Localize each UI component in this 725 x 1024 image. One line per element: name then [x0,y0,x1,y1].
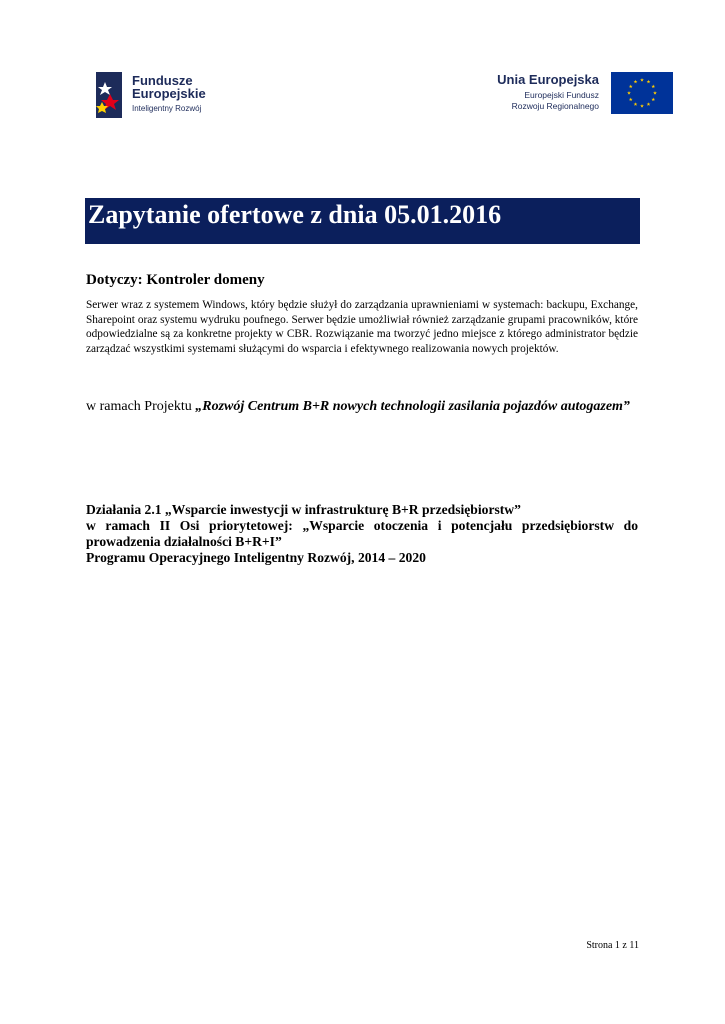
project-prefix: w ramach Projektu [86,399,196,414]
title-banner [85,198,640,244]
program-block [86,502,638,566]
program-line-3: prowadzenia działalności B+R+I” [86,534,282,549]
description-paragraph: Serwer wraz z systemem Windows, który będzie służył do zarządzania uprawnieniami w systemach: backupu, Exchange, Sharepoint oraz systemu wydruku poufnego. Serwer będzie umożliwiał również zarządzanie grupami pracowników, które odpowiedzialne są za konkretne projekty w CBR. Rozwiązanie ma tworzyć jedno miejsce z którego administrator będzie zarządzać wszystkimi systemami służącymi do wsparcia i efektywnego realizowania nowych projektów. [86,299,638,355]
program-line-4: Programu Operacyjnego Inteligentny Rozwój, 2014 – 2020 [86,550,426,565]
eu-logo-line3: Rozwoju Regionalnego [511,101,599,111]
program-line-1: Działania 2.1 „Wsparcie inwestycji w infrastrukturę B+R przedsiębiorstw” [86,502,521,517]
page-number: Strona 1 z 11 [586,940,639,951]
eu-logo-line2: Europejski Fundusz [524,90,599,100]
project-name: „Rozwój Centrum B+R nowych technologii zasilania pojazdów autogazem” [195,399,630,414]
fundusze-europejskie-logo [96,72,226,122]
page-title: Zapytanie ofertowe z dnia 05.01.2016 [88,200,502,229]
eu-logo [473,72,673,114]
program-line-2: w ramach II Osi priorytetowej: „Wsparcie otoczenia i potencjału przedsiębiorstw do [86,518,638,533]
fe-logo-line2: Europejskie [132,86,206,101]
fe-logo-line3: Inteligentny Rozwój [132,104,202,113]
subject-heading: Dotyczy: Kontroler domeny [86,272,265,288]
eu-logo-line1: Unia Europejska [497,72,599,87]
fe-logo-line1: Fundusze [132,73,193,88]
project-paragraph [86,394,638,420]
fe-emblem-icon [96,72,122,118]
eu-flag-icon [611,72,673,114]
